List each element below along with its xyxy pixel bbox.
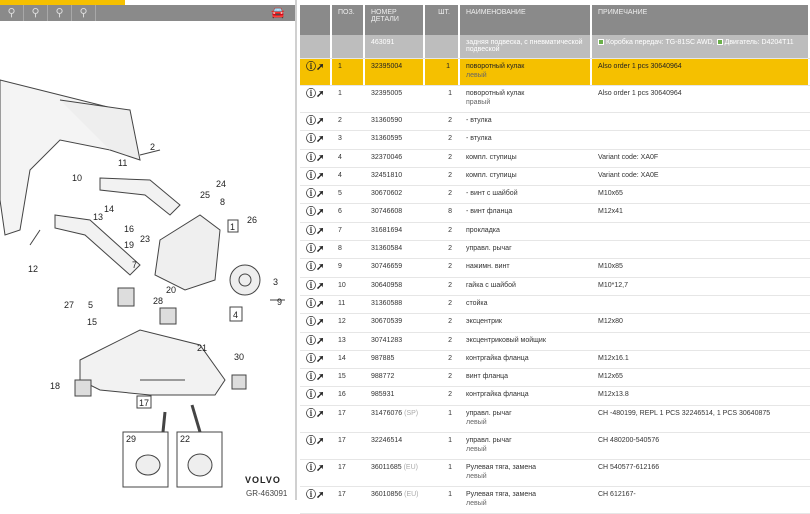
cell-qty: 2 (448, 299, 452, 307)
info-link-icon[interactable]: ⓘ➚ (306, 262, 325, 274)
table-row[interactable] (300, 150, 810, 168)
cell-note: M10x65 (598, 190, 623, 198)
cell-number[interactable]: 31476076 (SP) (371, 409, 419, 417)
info-link-icon[interactable]: ⓘ➚ (306, 189, 325, 201)
cell-number[interactable]: 32395004 (365, 59, 425, 85)
table-row[interactable] (300, 487, 810, 514)
cell-name: поворотный кулак левый (460, 59, 592, 85)
cell-qty: 2 (448, 117, 452, 124)
exploded-parts-diagram[interactable] (0, 22, 295, 500)
cell-note: Variant code: XA0E (598, 171, 659, 179)
cell-number[interactable]: 31360588 (371, 299, 403, 307)
table-row[interactable] (300, 406, 810, 433)
cell-note: M10x85 (598, 263, 623, 271)
cell-side: левый (466, 418, 487, 426)
cell-qty: 1 (448, 490, 452, 498)
callout-19[interactable]: 19 (124, 240, 135, 250)
bushing (160, 308, 176, 324)
cell-number[interactable]: 32451810 (371, 171, 403, 179)
cell-note: M12x13.8 (598, 391, 629, 399)
cell-pos: 13 (338, 336, 346, 344)
cell-note (592, 131, 810, 135)
table-row[interactable] (300, 86, 810, 113)
table-row[interactable] (300, 278, 810, 296)
table-row[interactable] (300, 333, 810, 351)
callout-11[interactable]: 11 (118, 158, 128, 168)
cell-name: эксцентрик (466, 318, 502, 326)
info-link-icon[interactable]: ⓘ➚ (306, 408, 325, 420)
callout-25[interactable]: 25 (200, 190, 211, 200)
cell-qty: 2 (448, 391, 452, 399)
header-note[interactable]: ПРИМЕЧАНИЕ (592, 5, 810, 35)
info-link-icon[interactable]: ⓘ➚ (306, 489, 325, 501)
cell-side: левый (466, 472, 487, 480)
cell-number[interactable]: 32370046 (371, 153, 403, 161)
callout-7[interactable]: 7 (132, 260, 138, 270)
zoom-out-icon[interactable]: ⚲ (0, 5, 24, 21)
callout-10[interactable]: 10 (72, 173, 83, 183)
checkbox-icon (598, 39, 604, 45)
info-link-icon[interactable]: ⓘ➚ (306, 152, 325, 164)
callout-2[interactable]: 2 (150, 142, 156, 152)
callout-4[interactable]: 4 (233, 310, 239, 320)
cell-pos: 1 (338, 90, 342, 97)
cell-pos: 2 (338, 117, 342, 124)
cell-name: - винт с шайбой (466, 190, 518, 198)
callout-17[interactable]: 17 (139, 398, 150, 408)
header-name[interactable]: НАИМЕНОВАНИЕ (460, 5, 592, 35)
table-row[interactable] (300, 204, 810, 222)
info-link-icon[interactable]: ⓘ➚ (306, 353, 325, 365)
callout-12[interactable]: 12 (28, 264, 39, 274)
info-link-icon[interactable]: ⓘ➚ (306, 62, 325, 73)
cell-number[interactable]: 30741283 (371, 336, 403, 344)
cell-side: левый (466, 445, 487, 453)
cell-note: CH -480199, REPL 1 PCS 32246514, 1 PCS 30640875 (598, 409, 771, 417)
cell-qty: 2 (448, 190, 452, 198)
cell-pos: 10 (338, 281, 346, 289)
cell-name: управл. рычаг левый (460, 406, 592, 426)
cell-note (592, 223, 810, 227)
info-link-icon[interactable]: ⓘ➚ (306, 244, 325, 256)
parts-table (300, 0, 810, 514)
callout-29[interactable]: 29 (126, 434, 137, 444)
info-link-icon[interactable]: ⓘ➚ (306, 207, 325, 219)
table-row[interactable] (300, 314, 810, 332)
callout-26[interactable]: 26 (247, 215, 258, 225)
zoom-reset-icon[interactable]: ⚲ (72, 5, 96, 21)
cell-name: управл. рычаг левый (460, 433, 592, 453)
cell-name: - втулка (466, 135, 492, 143)
group-name: задняя подвеска, с пневматической подвеской (460, 35, 592, 58)
info-link-icon[interactable]: ⓘ➚ (306, 435, 325, 447)
cell-note: Variant code: XA0F (598, 153, 659, 161)
bushing (232, 375, 246, 389)
header-icon (300, 5, 332, 35)
callout-22[interactable]: 22 (180, 434, 191, 444)
callout-24[interactable]: 24 (216, 179, 227, 189)
cell-qty: 1 (448, 90, 452, 97)
cell-number[interactable]: 36010856 (EU) (371, 490, 419, 498)
cell-pos: 17 (338, 490, 346, 498)
cell-pos: 12 (338, 318, 346, 326)
cell-note: CH 540577-612166 (598, 463, 660, 471)
callout-20[interactable]: 20 (166, 285, 177, 295)
cell-qty: 2 (448, 318, 452, 326)
diagram-code: GR-463091 (246, 489, 288, 498)
cell-number[interactable]: 988772 (371, 373, 395, 381)
cell-number[interactable]: 32246514 (371, 436, 403, 444)
cell-qty: 2 (448, 354, 452, 362)
region-tag: (EU) (403, 463, 418, 471)
cell-pos: 4 (338, 153, 342, 161)
info-link-icon[interactable]: ⓘ➚ (306, 335, 325, 347)
callout-15[interactable]: 15 (87, 317, 98, 327)
cell-name: эксцентриковый мойщик (466, 336, 546, 344)
cell-number[interactable]: 985931 (371, 391, 395, 399)
table-row[interactable] (300, 460, 810, 487)
table-row[interactable] (300, 186, 810, 204)
cell-note: M12x16.1 (598, 354, 629, 362)
diagram-toolbar (0, 5, 295, 21)
cell-qty: 1 (448, 463, 452, 471)
header-number[interactable]: НОМЕР ДЕТАЛИ (365, 5, 425, 35)
cell-note: CH 480200-540576 (598, 436, 660, 444)
diagram-panel (0, 0, 297, 500)
cell-pos: 5 (338, 190, 342, 198)
cell-number[interactable]: 31360584 (371, 245, 403, 253)
cell-pos: 6 (338, 208, 342, 216)
bushing (118, 288, 134, 306)
cell-qty: 2 (448, 135, 452, 143)
info-link-icon[interactable]: ⓘ➚ (306, 390, 325, 402)
cell-qty: 8 (448, 208, 452, 216)
cell-name: прокладка (466, 226, 500, 234)
cell-number[interactable]: 31360590 (371, 117, 403, 124)
cell-number[interactable]: 30670602 (371, 190, 403, 198)
table-row[interactable] (300, 296, 810, 314)
cell-number[interactable]: 30746608 (371, 208, 403, 216)
cell-qty: 2 (448, 373, 452, 381)
cell-note: M12x65 (598, 373, 623, 381)
cell-number[interactable]: 32395005 (371, 90, 403, 97)
callout-18[interactable]: 18 (50, 381, 61, 391)
cell-pos: 9 (338, 263, 342, 271)
cell-number[interactable]: 31360595 (371, 135, 403, 143)
cell-qty: 2 (448, 336, 452, 344)
group-note: Коробка передач: TG-81SC AWD, Двигатель: D4204T11 (592, 35, 810, 58)
info-link-icon[interactable]: ⓘ➚ (306, 170, 325, 182)
cell-pos: 4 (338, 171, 342, 179)
cell-note (592, 113, 810, 117)
header-pos[interactable]: ПОЗ. (332, 5, 365, 35)
cell-note: Also order 1 pcs 30640964 (598, 90, 682, 97)
cell-qty: 2 (448, 153, 452, 161)
cell-name: контргайка фланца (466, 391, 529, 399)
cell-name: - втулка (466, 117, 492, 124)
cell-pos: 17 (338, 409, 346, 417)
callout-8[interactable]: 8 (220, 197, 226, 207)
table-row[interactable] (300, 168, 810, 186)
cell-pos: 14 (338, 354, 346, 362)
hub (230, 265, 260, 295)
cell-number[interactable]: 30746659 (371, 263, 403, 271)
callout-13[interactable]: 13 (93, 212, 104, 222)
callout-16[interactable]: 16 (124, 224, 135, 234)
group-number: 463091 (365, 35, 425, 58)
info-link-icon[interactable]: ⓘ➚ (306, 225, 325, 237)
region-tag: (SP) (404, 409, 419, 417)
cell-qty: 1 (448, 436, 452, 444)
cell-name: компл. ступицы (466, 153, 517, 161)
cell-number[interactable]: 987885 (371, 354, 395, 362)
callout-14[interactable]: 14 (104, 204, 115, 214)
table-row[interactable] (300, 369, 810, 387)
info-link-icon[interactable]: ⓘ➚ (306, 372, 325, 384)
cell-number[interactable]: 30670539 (371, 318, 403, 326)
group-row (300, 35, 810, 59)
cell-number[interactable]: 36011685 (EU) (371, 463, 418, 471)
bushing (75, 380, 91, 396)
lower-control-arm (80, 330, 225, 395)
info-link-icon[interactable]: ⓘ➚ (306, 280, 325, 292)
callout-9[interactable]: 9 (277, 297, 283, 307)
info-link-icon[interactable]: ⓘ➚ (306, 89, 325, 100)
cell-note (592, 296, 810, 300)
info-link-icon[interactable]: ⓘ➚ (306, 134, 325, 146)
callout-1[interactable]: 1 (230, 222, 236, 232)
info-link-icon[interactable]: ⓘ➚ (306, 462, 325, 474)
cell-name: винт фланца (466, 373, 508, 381)
cell-note: Also order 1 pcs 30640964 (592, 59, 810, 85)
cell-side: правый (466, 99, 491, 106)
car-icon[interactable]: 🚘 (271, 7, 285, 19)
table-row[interactable] (300, 433, 810, 460)
cell-pos: 11 (338, 299, 346, 307)
knuckle (155, 215, 220, 290)
cell-name: управл. рычаг (466, 245, 512, 253)
cell-pos: 17 (338, 436, 346, 444)
cell-name: Рулевая тяга, замена левый (460, 487, 592, 507)
info-link-icon[interactable]: ⓘ➚ (306, 317, 325, 329)
volvo-logo: VOLVO (245, 475, 281, 485)
cell-qty: 2 (448, 281, 452, 289)
cell-name: компл. ступицы (466, 171, 517, 179)
cell-name: поворотный кулак правый (460, 86, 592, 106)
callout-5[interactable]: 5 (88, 300, 94, 310)
cell-name: - винт фланца (466, 208, 513, 216)
table-row[interactable] (300, 59, 810, 86)
table-row[interactable] (300, 351, 810, 369)
cell-name: гайка с шайбой (466, 281, 516, 289)
cell-pos: 7 (338, 226, 342, 234)
callout-23[interactable]: 23 (140, 234, 151, 244)
cell-note: CH 612167- (598, 490, 636, 498)
info-link-icon[interactable]: ⓘ➚ (306, 298, 325, 310)
cell-qty: 1 (425, 59, 460, 85)
table-row[interactable] (300, 131, 810, 149)
callout-30[interactable]: 30 (234, 352, 245, 362)
cell-qty: 2 (448, 245, 452, 253)
cell-qty: 2 (448, 263, 452, 271)
callout-27[interactable]: 27 (64, 300, 75, 310)
info-link-icon[interactable]: ⓘ➚ (306, 116, 325, 127)
cell-note: M12x41 (598, 208, 623, 216)
table-row[interactable] (300, 241, 810, 259)
cell-pos: 16 (338, 391, 346, 399)
cell-qty: 2 (448, 171, 452, 179)
cell-name: стойка (466, 299, 488, 307)
table-header (300, 5, 810, 35)
cell-name: нажимн. винт (466, 263, 510, 271)
cell-note: M12x80 (598, 318, 623, 326)
cell-qty: 1 (448, 409, 452, 417)
cell-pos: 3 (338, 135, 342, 143)
cell-pos: 15 (338, 373, 346, 381)
callout-28[interactable]: 28 (153, 296, 164, 306)
cell-number[interactable]: 31681694 (371, 226, 403, 234)
cell-name: Рулевая тяга, замена левый (460, 460, 592, 480)
region-tag: (EU) (404, 490, 419, 498)
header-qty[interactable]: ШТ. (425, 5, 460, 35)
cell-pos: 8 (338, 245, 342, 253)
zoom-fit-icon[interactable]: ⚲ (48, 5, 72, 21)
cell-side: левый (466, 72, 487, 79)
zoom-in-icon[interactable]: ⚲ (24, 5, 48, 21)
table-row[interactable] (300, 387, 810, 405)
cell-note (592, 241, 810, 245)
checkbox-icon (717, 39, 723, 45)
table-row[interactable] (300, 113, 810, 131)
table-row[interactable] (300, 223, 810, 241)
table-row[interactable] (300, 259, 810, 277)
cell-pos: 1 (332, 59, 365, 85)
cell-number[interactable]: 30640958 (371, 281, 403, 289)
cell-name: контргайка фланца (466, 354, 529, 362)
cell-note: M10*12,7 (598, 281, 628, 289)
cell-pos: 17 (338, 463, 346, 471)
cell-qty: 2 (448, 226, 452, 234)
cell-side: левый (466, 499, 487, 507)
cell-note (592, 333, 810, 337)
callout-3[interactable]: 3 (273, 277, 279, 287)
callout-21[interactable]: 21 (197, 343, 208, 353)
